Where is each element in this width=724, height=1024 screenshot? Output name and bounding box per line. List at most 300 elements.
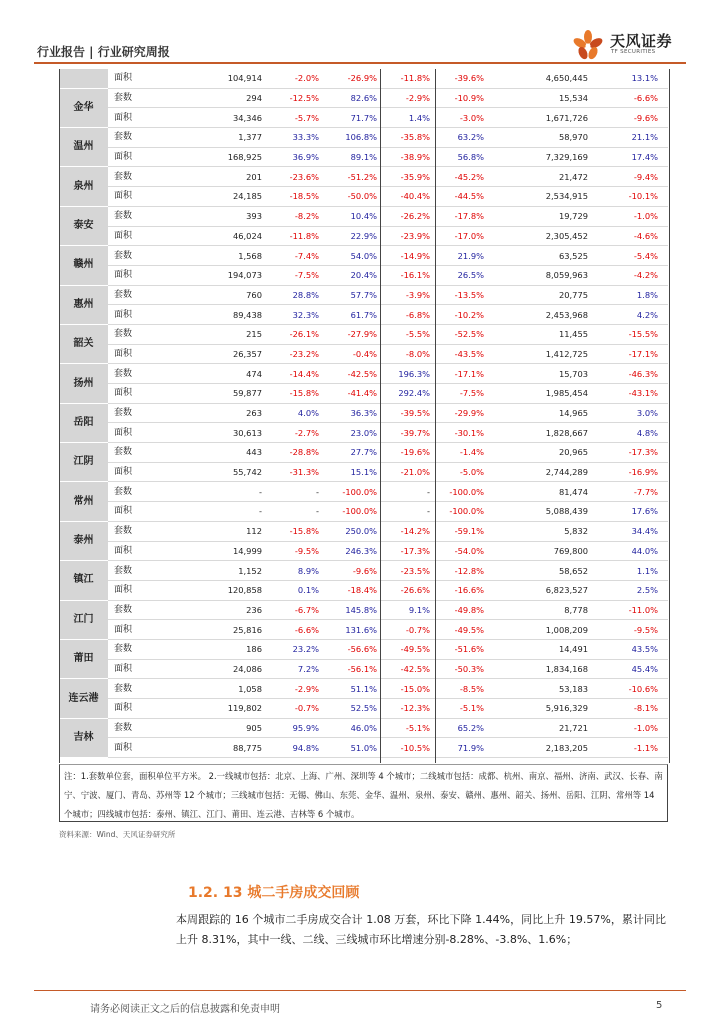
table-cell: 1,834,168 bbox=[487, 659, 591, 679]
table-cell: - bbox=[380, 502, 433, 522]
table-cell: -2.0% bbox=[270, 69, 322, 88]
table-cell: 26.5% bbox=[433, 265, 487, 285]
table-cell: -15.8% bbox=[270, 521, 322, 541]
table-cell: -9.5% bbox=[270, 541, 322, 561]
table-cell: -29.9% bbox=[433, 403, 487, 423]
table-cell: 44.0% bbox=[591, 541, 668, 561]
table-cell: -30.1% bbox=[433, 423, 487, 443]
table-cell: 30,613 bbox=[156, 423, 270, 443]
table-cell: -23.9% bbox=[380, 226, 433, 246]
city-name: 韶关 bbox=[59, 324, 108, 363]
table-cell: 1,985,454 bbox=[487, 384, 591, 404]
table-row bbox=[59, 128, 668, 148]
table-cell: 6,823,527 bbox=[487, 580, 591, 600]
table-cell: 1,412,725 bbox=[487, 344, 591, 364]
metric-label: 套数 bbox=[108, 324, 156, 344]
table-cell: 5,916,329 bbox=[487, 699, 591, 719]
metric-label: 面积 bbox=[108, 502, 156, 522]
table-cell: -17.3% bbox=[591, 443, 668, 463]
table-cell: - bbox=[270, 482, 322, 502]
table-cell: 201 bbox=[156, 167, 270, 187]
table-cell: 131.6% bbox=[322, 620, 380, 640]
table-cell: -38.9% bbox=[380, 147, 433, 167]
table-cell: 186 bbox=[156, 639, 270, 659]
table-cell: -12.3% bbox=[380, 699, 433, 719]
table-cell: 250.0% bbox=[322, 521, 380, 541]
table-cell: 20,775 bbox=[487, 285, 591, 305]
city-name: 莆田 bbox=[59, 639, 108, 678]
table-row bbox=[59, 659, 668, 679]
table-cell: -27.9% bbox=[322, 324, 380, 344]
table-cell: -43.5% bbox=[433, 344, 487, 364]
table-cell: 1.8% bbox=[591, 285, 668, 305]
table-cell: -11.0% bbox=[591, 600, 668, 620]
table-cell: 51.0% bbox=[322, 738, 380, 758]
table-cell: -4.6% bbox=[591, 226, 668, 246]
table-cell: 443 bbox=[156, 443, 270, 463]
table-cell: 36.3% bbox=[322, 403, 380, 423]
table-cell: 8,778 bbox=[487, 600, 591, 620]
table-cell: 112 bbox=[156, 521, 270, 541]
table-row bbox=[59, 324, 668, 344]
city-name: 温州 bbox=[59, 128, 108, 167]
table-cell: 54.0% bbox=[322, 246, 380, 266]
table-cell: 53,183 bbox=[487, 679, 591, 699]
table-row bbox=[59, 462, 668, 482]
table-cell: -6.8% bbox=[380, 305, 433, 325]
city-name: 惠州 bbox=[59, 285, 108, 324]
table-cell: -8.1% bbox=[591, 699, 668, 719]
table-cell: 58,970 bbox=[487, 128, 591, 148]
table-cell: 104,914 bbox=[156, 69, 270, 88]
table-cell: 2,305,452 bbox=[487, 226, 591, 246]
table-cell: -10.5% bbox=[380, 738, 433, 758]
table-cell: -7.4% bbox=[270, 246, 322, 266]
table-cell: 24,185 bbox=[156, 187, 270, 207]
table-cell: -11.8% bbox=[380, 69, 433, 88]
table-cell: 2,183,205 bbox=[487, 738, 591, 758]
table-cell: -26.6% bbox=[380, 580, 433, 600]
table-cell: 2,744,289 bbox=[487, 462, 591, 482]
table-cell: -9.4% bbox=[591, 167, 668, 187]
table-row bbox=[59, 305, 668, 325]
table-cell: 21,472 bbox=[487, 167, 591, 187]
table-cell: -5.5% bbox=[380, 324, 433, 344]
table-cell: 43.5% bbox=[591, 639, 668, 659]
table-cell: 24,086 bbox=[156, 659, 270, 679]
table-cell: 89.1% bbox=[322, 147, 380, 167]
table-cell: -49.5% bbox=[433, 620, 487, 640]
metric-label: 面积 bbox=[108, 108, 156, 128]
table-cell: -1.0% bbox=[591, 206, 668, 226]
table-cell: 769,800 bbox=[487, 541, 591, 561]
table-cell: 119,802 bbox=[156, 699, 270, 719]
table-cell: -1.0% bbox=[591, 718, 668, 738]
table-cell: 21.9% bbox=[433, 246, 487, 266]
table-cell: -4.2% bbox=[591, 265, 668, 285]
table-cell: 1,568 bbox=[156, 246, 270, 266]
table-cell: -17.8% bbox=[433, 206, 487, 226]
table-cell: 4,650,445 bbox=[487, 69, 591, 88]
table-cell: 1,828,667 bbox=[487, 423, 591, 443]
table-cell: -18.5% bbox=[270, 187, 322, 207]
table-cell: 33.3% bbox=[270, 128, 322, 148]
section-title: 1.2. 13 城二手房成交回顾 bbox=[188, 885, 360, 901]
logo-chinese-name: 天风证券 bbox=[610, 32, 673, 50]
table-cell: -42.5% bbox=[322, 364, 380, 384]
city-name: 吉林 bbox=[59, 718, 108, 757]
table-row bbox=[59, 639, 668, 659]
table-cell: 294 bbox=[156, 88, 270, 108]
city-name: 赣州 bbox=[59, 246, 108, 285]
table-cell: -14.9% bbox=[380, 246, 433, 266]
table-cell: -5.7% bbox=[270, 108, 322, 128]
table-cell: -40.4% bbox=[380, 187, 433, 207]
table-cell: -31.3% bbox=[270, 462, 322, 482]
city-name: 泉州 bbox=[59, 167, 108, 206]
table-cell: 81,474 bbox=[487, 482, 591, 502]
table-cell: 36.9% bbox=[270, 147, 322, 167]
metric-label: 套数 bbox=[108, 561, 156, 581]
table-row bbox=[59, 246, 668, 266]
table-cell: -19.6% bbox=[380, 443, 433, 463]
metric-label: 面积 bbox=[108, 187, 156, 207]
table-cell: -46.3% bbox=[591, 364, 668, 384]
table-cell: -0.4% bbox=[322, 344, 380, 364]
table-cell: 0.1% bbox=[270, 580, 322, 600]
table-cell: -41.4% bbox=[322, 384, 380, 404]
table-cell: 21.1% bbox=[591, 128, 668, 148]
table-cell: 94.8% bbox=[270, 738, 322, 758]
table-cell: 11,455 bbox=[487, 324, 591, 344]
table-cell: 4.2% bbox=[591, 305, 668, 325]
table-cell: -15.8% bbox=[270, 384, 322, 404]
table-cell: -6.6% bbox=[270, 620, 322, 640]
table-row bbox=[59, 443, 668, 463]
metric-label: 面积 bbox=[108, 226, 156, 246]
metric-label: 面积 bbox=[108, 699, 156, 719]
footer-divider bbox=[34, 990, 686, 991]
table-row bbox=[59, 502, 668, 522]
metric-label: 面积 bbox=[108, 69, 156, 88]
table-cell: -35.9% bbox=[380, 167, 433, 187]
table-cell: -3.9% bbox=[380, 285, 433, 305]
table-row bbox=[59, 580, 668, 600]
header-divider bbox=[34, 62, 686, 64]
metric-label: 套数 bbox=[108, 600, 156, 620]
table-cell: -3.0% bbox=[433, 108, 487, 128]
table-cell: 71.7% bbox=[322, 108, 380, 128]
metric-label: 面积 bbox=[108, 147, 156, 167]
metric-label: 套数 bbox=[108, 482, 156, 502]
table-cell: 1.1% bbox=[591, 561, 668, 581]
table-cell: -26.9% bbox=[322, 69, 380, 88]
table-cell: -16.6% bbox=[433, 580, 487, 600]
table-cell: 20,965 bbox=[487, 443, 591, 463]
table-cell: 13.1% bbox=[591, 69, 668, 88]
table-cell: 14,965 bbox=[487, 403, 591, 423]
logo-english-name: TF SECURITIES bbox=[611, 49, 656, 55]
table-row bbox=[59, 384, 668, 404]
table-cell: -59.1% bbox=[433, 521, 487, 541]
metric-label: 套数 bbox=[108, 679, 156, 699]
table-cell: 292.4% bbox=[380, 384, 433, 404]
table-cell: 1,152 bbox=[156, 561, 270, 581]
table-cell: 2,534,915 bbox=[487, 187, 591, 207]
table-cell: -5.4% bbox=[591, 246, 668, 266]
city-name bbox=[59, 69, 108, 88]
table-cell: -51.2% bbox=[322, 167, 380, 187]
table-cell: 15,534 bbox=[487, 88, 591, 108]
table-cell: 196.3% bbox=[380, 364, 433, 384]
table-cell: -15.5% bbox=[591, 324, 668, 344]
table-cell: 20.4% bbox=[322, 265, 380, 285]
table-cell: 2.5% bbox=[591, 580, 668, 600]
table-cell: 52.5% bbox=[322, 699, 380, 719]
table-row bbox=[59, 167, 668, 187]
table-cell: 15,703 bbox=[487, 364, 591, 384]
table-cell: 5,088,439 bbox=[487, 502, 591, 522]
table-cell: -49.8% bbox=[433, 600, 487, 620]
table-cell: -7.5% bbox=[270, 265, 322, 285]
page-number: 5 bbox=[656, 1000, 663, 1011]
table-cell: -44.5% bbox=[433, 187, 487, 207]
table-cell: -23.6% bbox=[270, 167, 322, 187]
table-row bbox=[59, 88, 668, 108]
table-cell: -12.8% bbox=[433, 561, 487, 581]
table-cell: -18.4% bbox=[322, 580, 380, 600]
section-paragraph: 本周跟踪的 16 个城市二手房成交合计 1.08 万套，环比下降 1.44%，同比上升 19.57%，累计同比上升 8.31%，其中一线、二线、三线城市环比增速分别-8.28%、-3.8%、1.6%； bbox=[176, 913, 666, 946]
table-cell: 8,059,963 bbox=[487, 265, 591, 285]
metric-label: 面积 bbox=[108, 305, 156, 325]
table-cell: 8.9% bbox=[270, 561, 322, 581]
metric-label: 套数 bbox=[108, 364, 156, 384]
table-cell: -52.5% bbox=[433, 324, 487, 344]
table-row bbox=[59, 679, 668, 699]
table-cell: -49.5% bbox=[380, 639, 433, 659]
table-cell: -6.7% bbox=[270, 600, 322, 620]
table-cell: 71.9% bbox=[433, 738, 487, 758]
table-cell: 55,742 bbox=[156, 462, 270, 482]
table-cell: 65.2% bbox=[433, 718, 487, 738]
table-cell: 17.4% bbox=[591, 147, 668, 167]
table-cell: -7.7% bbox=[591, 482, 668, 502]
table-cell: -100.0% bbox=[322, 502, 380, 522]
table-cell: -56.6% bbox=[322, 639, 380, 659]
table-cell: -56.1% bbox=[322, 659, 380, 679]
table-cell: -21.0% bbox=[380, 462, 433, 482]
table-cell: -100.0% bbox=[433, 482, 487, 502]
table-cell: -12.5% bbox=[270, 88, 322, 108]
table-cell: 7,329,169 bbox=[487, 147, 591, 167]
table-cell: -50.0% bbox=[322, 187, 380, 207]
metric-label: 套数 bbox=[108, 88, 156, 108]
table-row bbox=[59, 344, 668, 364]
table-row bbox=[59, 600, 668, 620]
table-cell: -100.0% bbox=[433, 502, 487, 522]
table-cell: -28.8% bbox=[270, 443, 322, 463]
table-row bbox=[59, 699, 668, 719]
city-name: 常州 bbox=[59, 482, 108, 521]
table-cell: 9.1% bbox=[380, 600, 433, 620]
table-cell: -45.2% bbox=[433, 167, 487, 187]
table-cell: 5,832 bbox=[487, 521, 591, 541]
city-name: 江阴 bbox=[59, 443, 108, 482]
table-row bbox=[59, 423, 668, 443]
table-cell: 22.9% bbox=[322, 226, 380, 246]
table-cell: -10.1% bbox=[591, 187, 668, 207]
table-row bbox=[59, 541, 668, 561]
table-cell: 215 bbox=[156, 324, 270, 344]
table-cell: -7.5% bbox=[433, 384, 487, 404]
table-cell: 56.8% bbox=[433, 147, 487, 167]
table-cell: 27.7% bbox=[322, 443, 380, 463]
table-cell: -35.8% bbox=[380, 128, 433, 148]
table-cell: 17.6% bbox=[591, 502, 668, 522]
table-cell: 145.8% bbox=[322, 600, 380, 620]
table-cell: 1,377 bbox=[156, 128, 270, 148]
table-cell: -8.5% bbox=[433, 679, 487, 699]
table-cell: 19,729 bbox=[487, 206, 591, 226]
table-cell: 58,652 bbox=[487, 561, 591, 581]
table-cell: - bbox=[270, 502, 322, 522]
table-cell: -13.5% bbox=[433, 285, 487, 305]
table-cell: -15.0% bbox=[380, 679, 433, 699]
table-cell: -8.2% bbox=[270, 206, 322, 226]
data-source: 资料来源：Wind、天风证券研究所 bbox=[59, 830, 176, 839]
table-cell: -5.1% bbox=[380, 718, 433, 738]
table-cell: -39.5% bbox=[380, 403, 433, 423]
table-cell: -17.0% bbox=[433, 226, 487, 246]
table-cell: -9.6% bbox=[322, 561, 380, 581]
table-cell: 263 bbox=[156, 403, 270, 423]
city-name: 泰州 bbox=[59, 521, 108, 560]
metric-label: 套数 bbox=[108, 403, 156, 423]
table-cell: 1,671,726 bbox=[487, 108, 591, 128]
table-row bbox=[59, 718, 668, 738]
table-cell: 7.2% bbox=[270, 659, 322, 679]
table-cell: 23.0% bbox=[322, 423, 380, 443]
table-cell: -6.6% bbox=[591, 88, 668, 108]
table-row bbox=[59, 738, 668, 758]
table-cell: -10.9% bbox=[433, 88, 487, 108]
table-cell: -10.2% bbox=[433, 305, 487, 325]
metric-label: 套数 bbox=[108, 246, 156, 266]
metric-label: 面积 bbox=[108, 265, 156, 285]
table-cell: 51.1% bbox=[322, 679, 380, 699]
table-row bbox=[59, 226, 668, 246]
table-cell: -1.4% bbox=[433, 443, 487, 463]
table-cell: -10.6% bbox=[591, 679, 668, 699]
table-cell: -0.7% bbox=[270, 699, 322, 719]
metric-label: 套数 bbox=[108, 521, 156, 541]
table-row bbox=[59, 108, 668, 128]
metric-label: 套数 bbox=[108, 167, 156, 187]
metric-label: 面积 bbox=[108, 541, 156, 561]
table-cell: 1.4% bbox=[380, 108, 433, 128]
table-cell: -17.3% bbox=[380, 541, 433, 561]
table-cell: 95.9% bbox=[270, 718, 322, 738]
disclaimer-footer: 请务必阅读正文之后的信息披露和免责申明 bbox=[90, 1004, 280, 1015]
metric-label: 面积 bbox=[108, 423, 156, 443]
metric-label: 面积 bbox=[108, 580, 156, 600]
table-cell: -100.0% bbox=[322, 482, 380, 502]
table-cell: -2.7% bbox=[270, 423, 322, 443]
metric-label: 面积 bbox=[108, 620, 156, 640]
table-cell: -26.1% bbox=[270, 324, 322, 344]
table-cell: -16.1% bbox=[380, 265, 433, 285]
city-name: 江门 bbox=[59, 600, 108, 639]
table-cell: -0.7% bbox=[380, 620, 433, 640]
city-transaction-table bbox=[59, 69, 668, 758]
metric-label: 套数 bbox=[108, 639, 156, 659]
table-cell: -51.6% bbox=[433, 639, 487, 659]
table-row bbox=[59, 147, 668, 167]
table-note: 注：1.套数单位套，面积单位平方米。 2.一线城市包括：北京、上海、广州、深圳等 4 个城市；二线城市包括：成都、杭州、南京、福州、济南、武汉、长春、南宁、宁波、厦门、青岛、苏州等 12 个城市；三线城市包括：无锡、佛山、东莞、金华、温州、泉州、泰安、赣州、惠州、韶关、扬州、岳阳、江阴、常州等 14 个城市；四线城市包括：泰州、镇江、江门、莆田、连云港、吉林等 6 个城市。 bbox=[59, 764, 668, 822]
table-cell: - bbox=[380, 482, 433, 502]
table-cell: 88,775 bbox=[156, 738, 270, 758]
table-cell: 26,357 bbox=[156, 344, 270, 364]
table-row bbox=[59, 620, 668, 640]
city-name: 连云港 bbox=[59, 679, 108, 718]
table-cell: 120,858 bbox=[156, 580, 270, 600]
table-cell: 34,346 bbox=[156, 108, 270, 128]
table-cell: 15.1% bbox=[322, 462, 380, 482]
table-cell: 89,438 bbox=[156, 305, 270, 325]
table-cell: 21,721 bbox=[487, 718, 591, 738]
company-logo bbox=[572, 28, 688, 64]
table-cell: 246.3% bbox=[322, 541, 380, 561]
table-cell: -5.1% bbox=[433, 699, 487, 719]
table-row bbox=[59, 482, 668, 502]
table-row bbox=[59, 69, 668, 88]
table-cell: 1,008,209 bbox=[487, 620, 591, 640]
table-cell: 63,525 bbox=[487, 246, 591, 266]
table-cell: -2.9% bbox=[380, 88, 433, 108]
table-row bbox=[59, 187, 668, 207]
table-cell: -16.9% bbox=[591, 462, 668, 482]
table-cell: 28.8% bbox=[270, 285, 322, 305]
metric-label: 面积 bbox=[108, 462, 156, 482]
table-cell: -23.2% bbox=[270, 344, 322, 364]
table-cell: 236 bbox=[156, 600, 270, 620]
table-cell: 46,024 bbox=[156, 226, 270, 246]
table-cell: 46.0% bbox=[322, 718, 380, 738]
table-cell: -39.6% bbox=[433, 69, 487, 88]
table-cell: 4.8% bbox=[591, 423, 668, 443]
table-cell: 4.0% bbox=[270, 403, 322, 423]
metric-label: 套数 bbox=[108, 285, 156, 305]
table-cell: 25,816 bbox=[156, 620, 270, 640]
table-cell: -39.7% bbox=[380, 423, 433, 443]
table-cell: - bbox=[156, 482, 270, 502]
table-cell: 32.3% bbox=[270, 305, 322, 325]
table-cell: -42.5% bbox=[380, 659, 433, 679]
table-row bbox=[59, 364, 668, 384]
table-row bbox=[59, 521, 668, 541]
table-cell: 14,491 bbox=[487, 639, 591, 659]
table-row bbox=[59, 285, 668, 305]
table-cell: -2.9% bbox=[270, 679, 322, 699]
table-cell: -17.1% bbox=[433, 364, 487, 384]
metric-label: 套数 bbox=[108, 443, 156, 463]
table-cell: 14,999 bbox=[156, 541, 270, 561]
flower-logo-icon bbox=[572, 28, 604, 62]
city-name: 金华 bbox=[59, 88, 108, 127]
table-cell: 45.4% bbox=[591, 659, 668, 679]
table-cell: 474 bbox=[156, 364, 270, 384]
table-cell: -9.6% bbox=[591, 108, 668, 128]
